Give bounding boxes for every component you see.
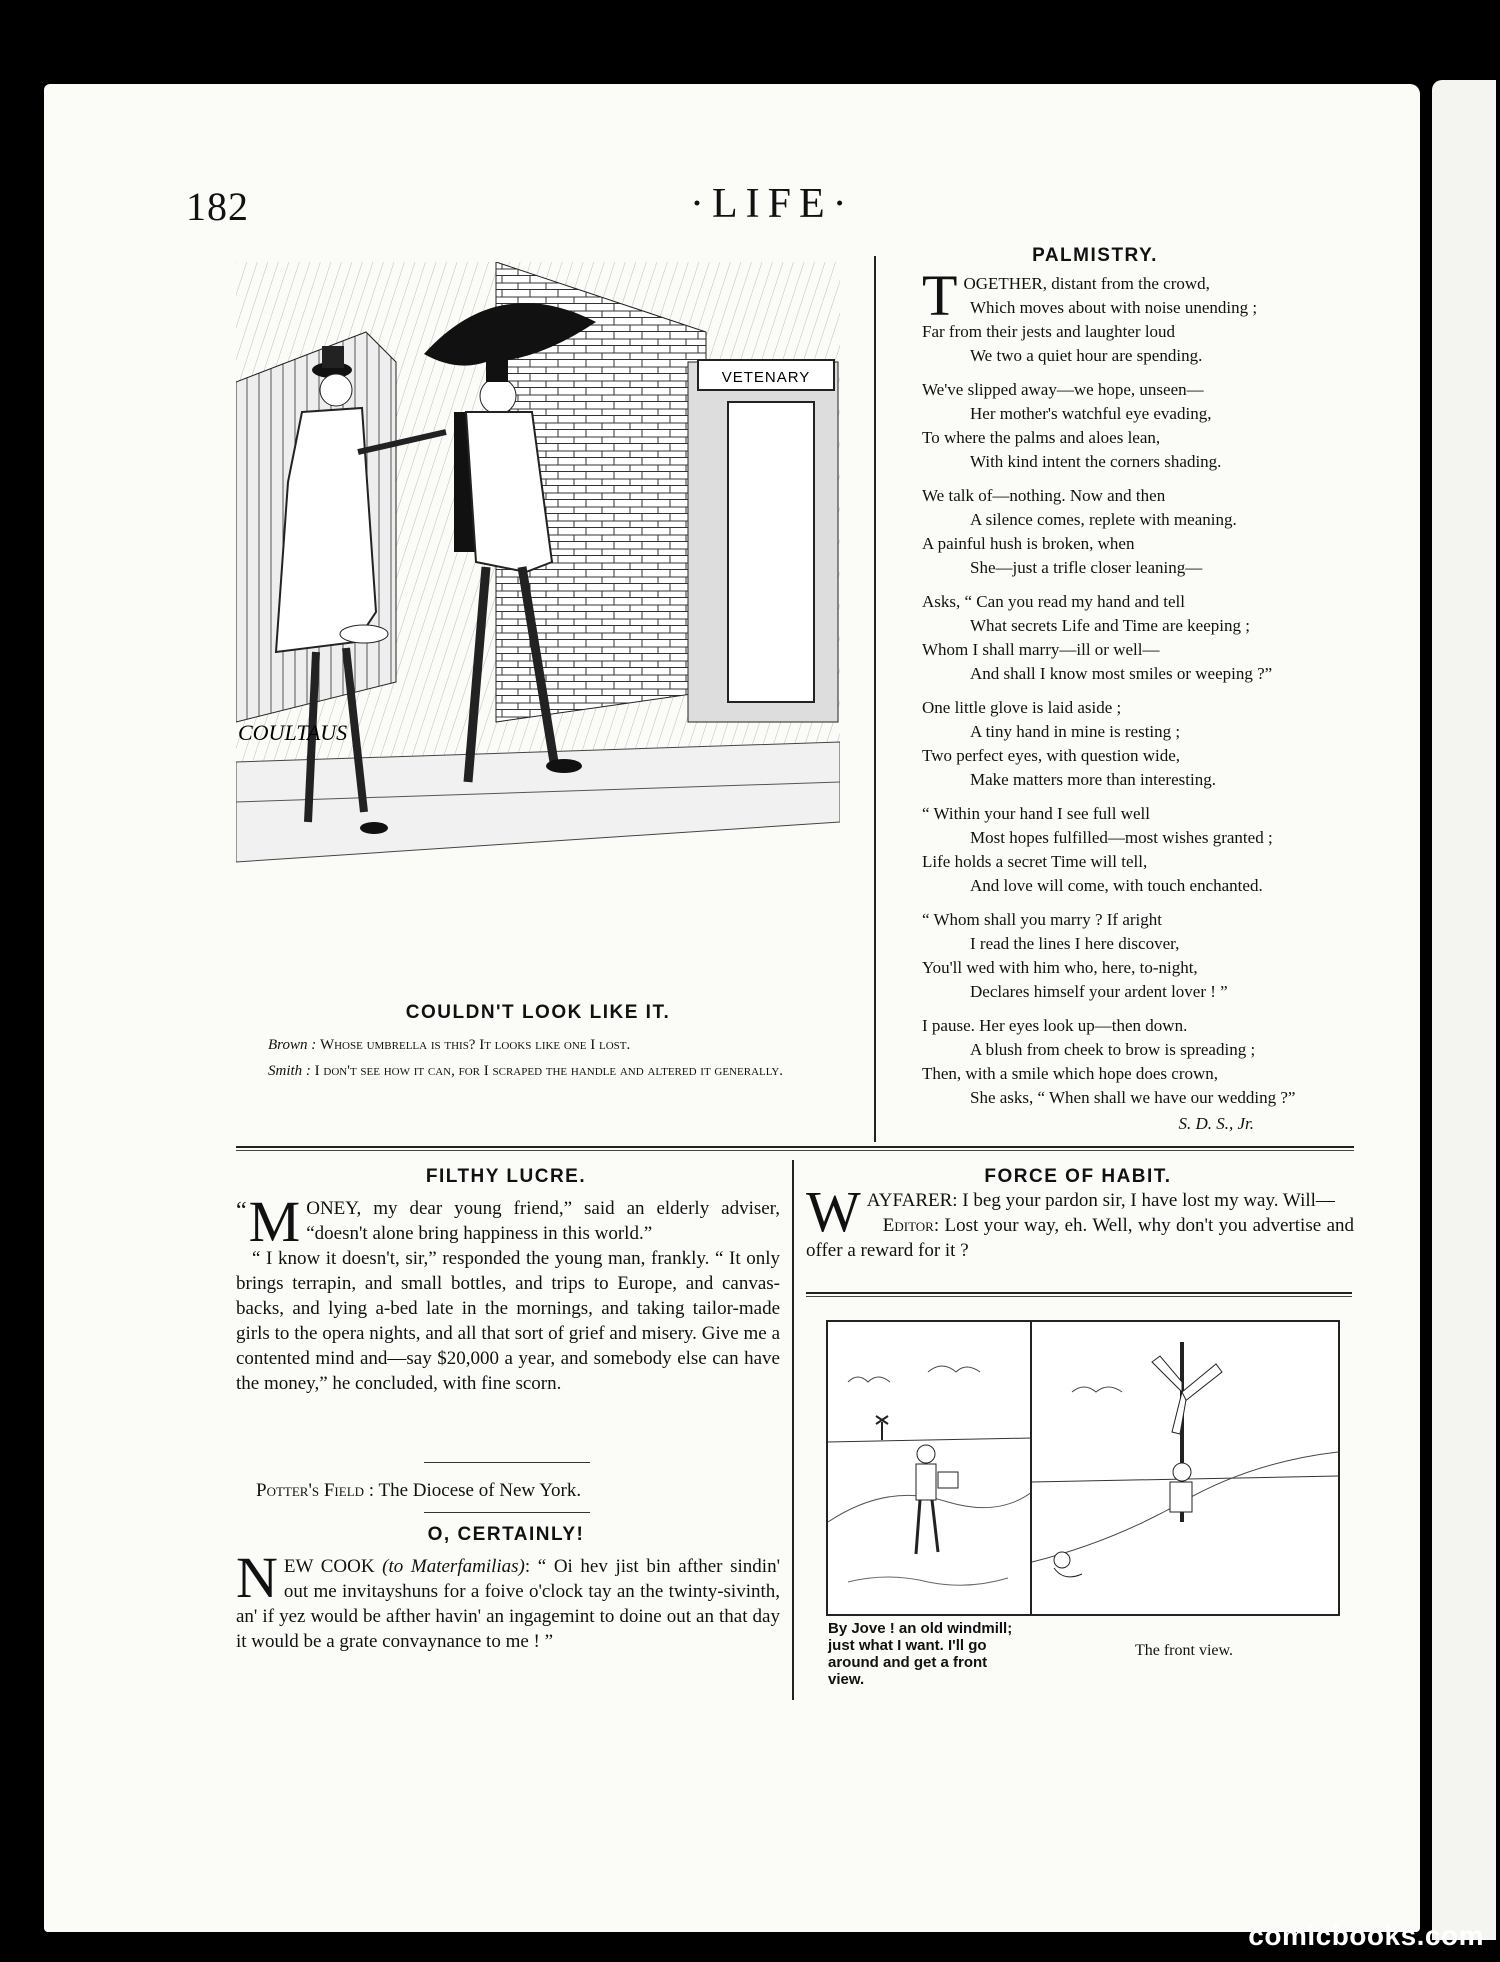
speaker-brown: Brown : — [268, 1037, 317, 1053]
dialogue-line-brown — [236, 1032, 862, 1058]
poem-stanza: We talk of—nothing. Now and then A silence comes, replete with meaning. A painful hush is broken, when She—just a trifle closer leaning— — [922, 486, 1237, 577]
short-rule — [424, 1462, 590, 1463]
watermark: comicbooks.com — [1248, 1920, 1484, 1951]
poem-stanza: “ Within your hand I see full well Most hopes fulfilled—most wishes granted ; Life holds a secret Time will tell, And love will come, with touch enchanted. — [922, 804, 1273, 895]
filthy-lucre-para-2: “ I know it doesn't, sir,” responded the young man, frankly. “ It only brings terrapin, and small bottles, and trips to Europe, and canvas-backs, and lying a-bed late in the mornings, and taking tailor-made girls to the opera nights, and all that sort of grief and misery. Give me a contented mind and—say $20,000 a year, and somebody else can have the money,” he concluded, with fine scorn. — [236, 1248, 780, 1394]
potters-field — [256, 1478, 776, 1503]
poem-title: PALMISTRY. — [1032, 245, 1158, 266]
brown-line: Whose umbrella is this? It looks like one I lost. — [319, 1037, 631, 1053]
poem-stanza: T OGETHER, distant from the crowd, Which moves about with noise unending ; Far from their jests and laughter loud We two a quiet hour are spending. — [922, 263, 1258, 365]
cartoon-illustration — [236, 262, 840, 974]
veterinary-sign-text: VETENARY — [721, 369, 811, 386]
adjacent-page-edge — [1432, 80, 1496, 1940]
comic-panel-left — [826, 1320, 1034, 1616]
page-number: 182 — [186, 184, 249, 229]
comic-caption-left: By Jove ! an old windmill; just what I want. I'll go around and get a front view. — [828, 1620, 1013, 1688]
o-certainly-title: O, CERTAINLY! — [427, 1524, 585, 1545]
poem-signature: S. D. S., Jr. — [1178, 1114, 1254, 1133]
poem-body — [922, 263, 1348, 1134]
poem-stanza: One little glove is laid aside ; A tiny hand in mine is resting ; Two perfect eyes, with question wide, Make matters more than interesting. — [922, 698, 1216, 789]
section-rule-right — [806, 1292, 1352, 1297]
speaker-smith: Smith : — [268, 1063, 311, 1079]
force-of-habit-body: WAYFARER: I beg your pardon sir, I have lost my way. Will— Editor: Lost your way, eh. Well, why don't you advertise and offer a reward for it ? — [806, 1179, 1354, 1261]
force-of-habit-title: FORCE OF HABIT. — [984, 1166, 1172, 1187]
poem-stanza: I pause. Her eyes look up—then down. A blush from cheek to brow is spreading ; Then, with a smile which hope does crown, She asks, “ When shall we have our wedding ?” — [922, 1016, 1296, 1107]
filthy-lucre-body — [236, 1189, 780, 1396]
poem-stanza: We've slipped away—we hope, unseen— Her mother's watchful eye evading, To where the palms and aloes lean, With kind intent the corners shading. — [922, 380, 1222, 471]
filthy-lucre-para-1: “ M ONEY, my dear young friend,” said an elderly adviser, “doesn't alone bring happiness in this world.” — [236, 1189, 780, 1254]
filthy-lucre-title: FILTHY LUCRE. — [425, 1166, 587, 1187]
cartoon-dialogue — [236, 1032, 862, 1084]
potters-field-label: Potter's Field : — [256, 1480, 375, 1501]
comic-panel-right — [1030, 1320, 1340, 1616]
smith-line: I don't see how it can, for I scraped the handle and altered it generally. — [314, 1063, 784, 1079]
column-divider-lower — [792, 1160, 794, 1700]
poem-stanza: “ Whom shall you marry ? If aright I read the lines I here discover, You'll wed with him who, here, to-night, Declares himself your ardent lover ! ” — [922, 910, 1228, 1001]
artist-signature: COULTAUS — [238, 720, 348, 745]
short-rule — [424, 1512, 590, 1513]
column-divider — [874, 256, 876, 1142]
dialogue-line-smith — [236, 1058, 862, 1084]
o-certainly-body: NEW COOK (to Materfamilias): “ Oi hev jist bin afther sindin' out me invitayshuns for a foive o'clock tay an the twinty-sivinth, an' if yez would be afther havin' an ingagemint to doine out an that day it would be a grate convaynance to me ! ” — [236, 1545, 780, 1652]
potters-field-text: The Diocese of New York. — [378, 1480, 582, 1501]
masthead: ·LIFE· — [690, 181, 855, 227]
comic-caption-right: The front view. — [1134, 1642, 1234, 1659]
poem-dropcap: T — [922, 263, 958, 328]
section-rule — [236, 1146, 1354, 1151]
cartoon-title: COULDN'T LOOK LIKE IT. — [405, 1002, 671, 1023]
poem-stanza: Asks, “ Can you read my hand and tell What secrets Life and Time are keeping ; Whom I shall marry—ill or well— And shall I know most smiles or weeping ?” — [922, 592, 1273, 683]
